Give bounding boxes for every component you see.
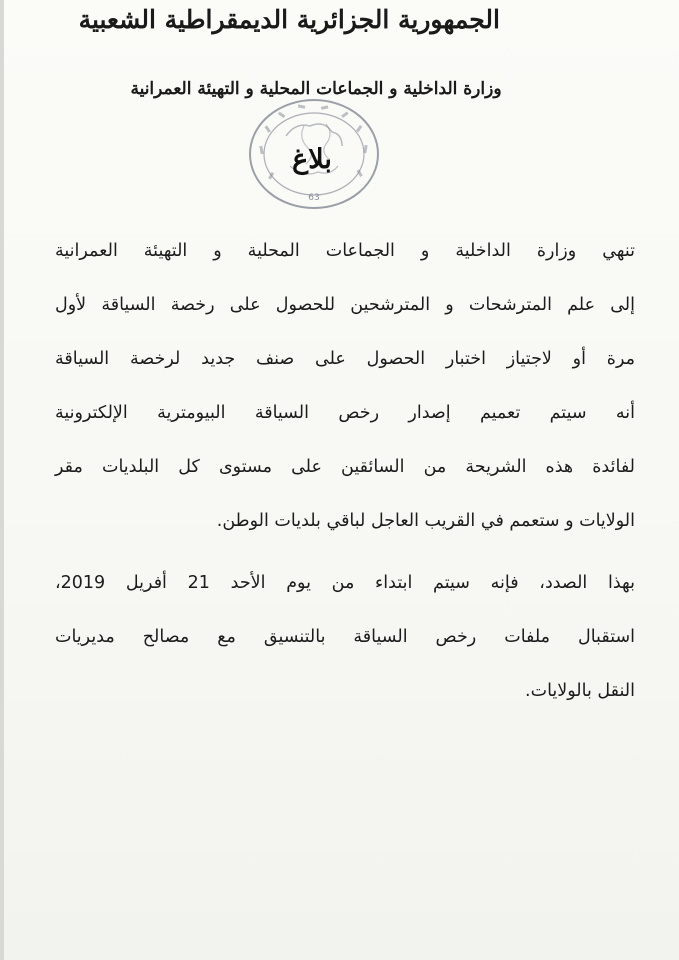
paragraph-line: تنهي وزارة الداخلية و الجماعات المحلية و التهيئة العمرانية — [55, 241, 635, 261]
republic-header: الجمهورية الجزائرية الديمقراطية الشعبية — [78, 5, 500, 34]
paragraph-line: استقبال ملفات رخص السياقة بالتنسيق مع مصالح مديريات — [55, 627, 635, 647]
ministry-header: وزارة الداخلية و الجماعات المحلية و التهيئة العمرانية — [130, 79, 502, 99]
paragraph-1 — [55, 224, 635, 548]
paragraph-line: الولايات و ستعمم في القريب العاجل لباقي بلديات الوطن. — [216, 511, 635, 531]
paragraph-line: لفائدة هذه الشريحة من السائقين على مستوى كل البلديات مقر — [55, 457, 635, 477]
page-edge-shadow — [0, 0, 4, 960]
paragraph-line: النقل بالولايات. — [525, 681, 635, 701]
paragraph-line: مرة أو لاجتياز اختبار الحصول على صنف جديد لرخصة السياقة — [55, 349, 635, 369]
paragraph-line: بهذا الصدد، فإنه سيتم ابتداء من يوم الأحد 21 أفريل 2019، — [55, 573, 635, 593]
announcement-title: بلاغ — [292, 144, 332, 175]
seal-number: 63 — [308, 193, 320, 203]
paragraph-line: أنه سيتم تعميم إصدار رخص السياقة البيومترية الإلكترونية — [55, 403, 635, 423]
paragraph-2 — [55, 556, 635, 718]
paragraph-line: إلى علم المترشحات و المترشحين للحصول على رخصة السياقة لأول — [55, 295, 635, 315]
